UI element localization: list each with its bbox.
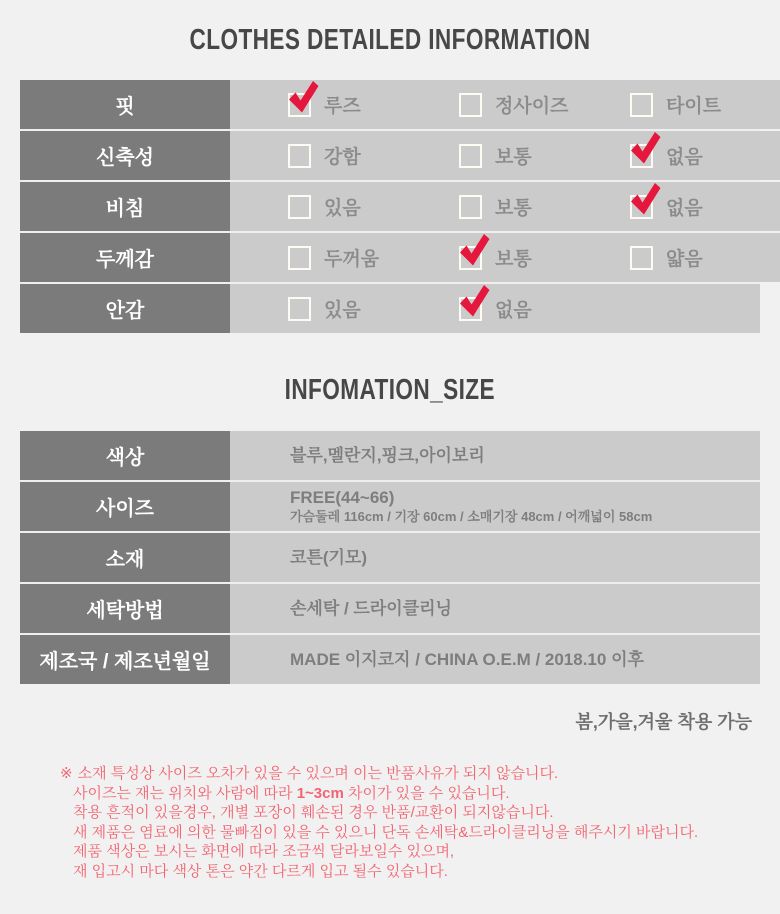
notice-line <box>60 784 780 804</box>
option-checked <box>630 193 780 220</box>
table-row <box>20 129 760 180</box>
row-label: 비침 <box>20 182 230 231</box>
row-label: 안감 <box>20 284 230 333</box>
row-label: 사이즈 <box>20 482 230 531</box>
option-checked <box>459 295 630 322</box>
row-label: 핏 <box>20 80 230 129</box>
notice-text: 제품 색상은 보시는 화면에 따라 조금씩 달라보일수 있으며, <box>73 843 455 860</box>
row-value-line: MADE 이지코지 / CHINA O.E.M / 2018.10 이후 <box>290 649 644 669</box>
option-label: 없음 <box>666 147 703 168</box>
row-value <box>230 533 760 582</box>
row-label: 제조국 / 제조년월일 <box>20 635 230 684</box>
row-label: 세탁방법 <box>20 584 230 633</box>
checkbox[interactable] <box>630 93 653 117</box>
row-value-line: 블루,멜란지,핑크,아이보리 <box>290 445 485 465</box>
notice-text: 차이가 있을 수 있습니다. <box>343 784 510 802</box>
row-value-line: 손세탁 / 드라이클리닝 <box>290 598 452 618</box>
check-icon <box>629 182 662 216</box>
option-label: 있음 <box>324 300 361 321</box>
notice-text: 소재 특성상 사이즈 오차가 있을 수 있으며 이는 반품사유가 되지 않습니다. <box>77 765 559 782</box>
checkbox[interactable] <box>459 144 482 168</box>
checkbox[interactable] <box>630 144 653 168</box>
row-options <box>230 284 760 333</box>
notice-block <box>60 764 780 881</box>
option-checked <box>459 244 630 271</box>
notice-text: 1~3cm <box>296 784 344 802</box>
table-row <box>20 531 760 582</box>
table-row <box>20 633 760 684</box>
option-unchecked <box>288 193 459 220</box>
option-label: 없음 <box>666 198 703 219</box>
option-unchecked <box>459 193 630 220</box>
checkbox[interactable] <box>288 246 311 270</box>
option-unchecked <box>459 91 630 118</box>
season-note: 봄,가을,겨울 착용 가능 <box>575 712 752 732</box>
option-label: 보통 <box>495 249 532 270</box>
table-row <box>20 480 760 531</box>
option-label: 얇음 <box>666 249 703 270</box>
row-label: 색상 <box>20 431 230 480</box>
checkbox[interactable] <box>288 93 311 117</box>
notice-text: 새 제품은 염료에 의한 물빠짐이 있을 수 있으니 단독 손세탁&드라이클리닝을 해주시기 바랍니다. <box>73 823 699 841</box>
notice-text: 착용 흔적이 있을경우, 개별 포장이 훼손된 경우 반품/교환이 되지않습니다. <box>73 804 554 821</box>
table-row <box>20 282 760 333</box>
check-icon <box>458 233 491 267</box>
option-label: 정사이즈 <box>495 96 569 117</box>
option-checked <box>630 142 780 169</box>
option-checked <box>288 91 459 118</box>
row-options <box>230 182 780 231</box>
option-label: 강함 <box>324 147 361 168</box>
table-row <box>20 231 760 282</box>
row-value-line: 코튼(기모) <box>290 547 368 567</box>
table-row <box>20 180 760 231</box>
row-options <box>230 233 780 282</box>
clothes-detail-table <box>20 80 760 333</box>
check-icon <box>629 131 662 165</box>
checkbox[interactable] <box>630 195 653 219</box>
option-label: 보통 <box>495 147 532 168</box>
notice-text: 사이즈는 재는 위치와 사람에 따라 <box>73 784 297 802</box>
check-icon <box>458 284 491 318</box>
checkbox[interactable] <box>459 246 482 270</box>
row-value <box>230 635 760 684</box>
row-value-line: FREE(44~66) <box>290 488 395 507</box>
notice-line <box>60 764 780 784</box>
table-row <box>20 431 760 480</box>
table-row <box>20 80 760 129</box>
row-value <box>230 431 760 480</box>
notice-line <box>60 823 780 843</box>
checkbox[interactable] <box>288 144 311 168</box>
page-title-text: CLOTHES DETAILED INFORMATION <box>189 24 591 56</box>
option-unchecked <box>630 244 780 271</box>
option-unchecked <box>459 142 630 169</box>
row-value-line: 가슴둘레 116cm / 기장 60cm / 소매기장 48cm / 어깨넓이 58cm <box>290 509 653 524</box>
row-options <box>230 80 780 129</box>
checkbox[interactable] <box>630 246 653 270</box>
checkbox[interactable] <box>459 297 482 321</box>
option-unchecked <box>288 244 459 271</box>
checkbox[interactable] <box>288 297 311 321</box>
notice-line <box>60 803 780 823</box>
checkbox[interactable] <box>288 195 311 219</box>
notice-line <box>60 842 780 862</box>
row-label: 두께감 <box>20 233 230 282</box>
checkbox[interactable] <box>459 195 482 219</box>
option-label: 두꺼움 <box>324 249 380 270</box>
row-options <box>230 131 780 180</box>
table-row <box>20 582 760 633</box>
option-label: 있음 <box>324 198 361 219</box>
option-label: 보통 <box>495 198 532 219</box>
option-unchecked <box>288 295 459 322</box>
checkbox[interactable] <box>459 93 482 117</box>
size-section-title-text: INFOMATION_SIZE <box>284 374 496 406</box>
size-section-title <box>0 375 780 407</box>
size-info-table <box>20 431 760 684</box>
option-unchecked <box>630 91 780 118</box>
notice-marker: ※ <box>60 765 73 782</box>
row-value <box>230 584 760 633</box>
notice-line <box>60 862 780 882</box>
row-label: 소재 <box>20 533 230 582</box>
option-label: 루즈 <box>324 96 361 117</box>
row-label: 신축성 <box>20 131 230 180</box>
row-value <box>230 482 760 531</box>
page-title <box>0 0 780 55</box>
option-unchecked <box>288 142 459 169</box>
option-label: 없음 <box>495 300 532 321</box>
notice-text: 재 입고시 마다 색상 톤은 약간 다르게 입고 될수 있습니다. <box>73 862 448 880</box>
check-icon <box>287 80 320 114</box>
option-label: 타이트 <box>666 96 722 117</box>
